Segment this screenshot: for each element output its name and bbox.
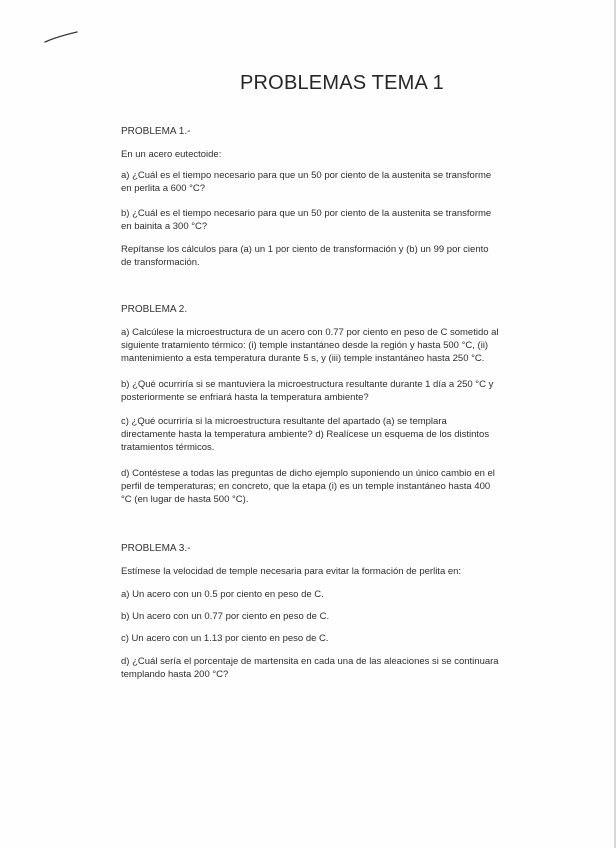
problem-1-heading: PROBLEMA 1.- [121,126,191,137]
problem-2-item-c: c) ¿Qué ocurriría si la microestructura resultante del apartado (a) se templara directamente hasta la temperatura ambiente? d) Realícese un esquema de los distintos tratamientos térmicos. [121,416,490,453]
problem-1-item-a: a) ¿Cuál es el tiempo necesario para que un 50 por ciento de la austenita se transforme en perlita a 600 °C? [121,170,492,194]
problem-2-heading: PROBLEMA 2. [121,304,188,315]
problem-2-item-a: a) Calcúlese la microestructura de un acero con 0.77 por ciento en peso de C sometido al siguiente tratamiento térmico: (i) temple instantáneo desde la región y hasta 500 °C, (ii) mantenimiento a esta temperatura durante 5 s, y (iii) temple instantáneo hasta 250 °C. [121,327,499,364]
problem-3-item-d: d) ¿Cuál sería el porcentaje de martensita en cada una de las aleaciones si se continuara templando hasta 200 °C? [121,656,499,680]
problem-1-intro: En un acero eutectoide: [121,149,222,160]
problem-3-intro: Estímese la velocidad de temple necesaria para evitar la formación de perlita en: [121,566,462,577]
problem-1-item-b: b) ¿Cuál es el tiempo necesario para que un 50 por ciento de la austenita se transforme en bainita a 300 °C? [121,208,492,232]
problem-3-item-a: a) Un acero con un 0.5 por ciento en peso de C. [121,589,324,600]
pen-mark-icon [44,31,78,43]
page-title: PROBLEMAS TEMA 1 [240,72,445,94]
problem-1-item-repeat: Repítanse los cálculos para (a) un 1 por ciento de transformación y (b) un 99 por ciento de transformación. [121,244,489,268]
problem-3-item-b: b) Un acero con un 0.77 por ciento en peso de C. [121,611,330,622]
problem-2-item-d: d) Contéstese a todas las preguntas de dicho ejemplo suponiendo un único cambio en el perfil de temperaturas; en concreto, que la etapa (i) es un temple instantáneo hasta 400 °C (en lugar de hasta 500 °C). [121,468,495,505]
problem-2-item-b: b) ¿Qué ocurriría si se mantuviera la microestructura resultante durante 1 día a 250 °C y posteriormente se enfriará hasta la temperatura ambiente? [121,379,494,403]
problem-3-item-c: c) Un acero con un 1.13 por ciento en peso de C. [121,633,329,644]
problem-3-heading: PROBLEMA 3.- [121,543,191,554]
